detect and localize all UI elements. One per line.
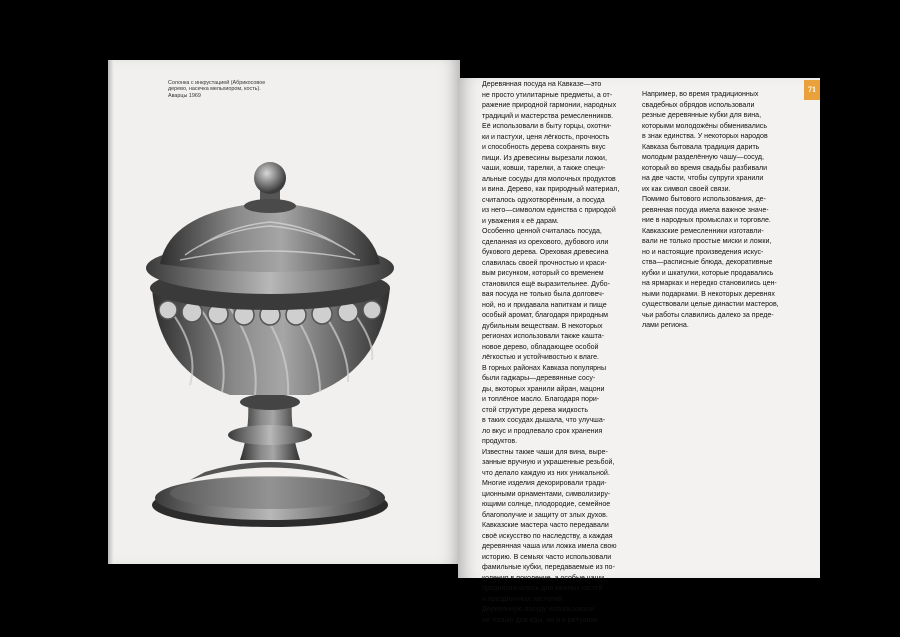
text-line: и топлёное масло. Благодаря пори-: [482, 396, 600, 403]
text-line: свадебных обрядов использовали: [642, 101, 755, 109]
text-line: на ярмарках и нередко становились цен-: [642, 280, 777, 287]
text-line: и способность дерева сохранять вкус: [482, 144, 606, 151]
text-line: благополучие и защиту от злых духов.: [482, 511, 608, 519]
text-line: ки и пастухи, ценя лёгкость, прочность: [482, 133, 610, 141]
text-line: и праздничных застолий.: [482, 595, 565, 603]
text-line: вая посуда не только была долговеч-: [482, 291, 605, 298]
text-line: историю. В семьях часто использовали: [482, 553, 612, 561]
text-line: особый аромат, благодаря природным: [482, 312, 609, 319]
text-line: стой структуре дерева жидкость: [482, 406, 588, 414]
text-line: ной, но и придавала напиткам и пище: [482, 301, 607, 309]
text-line: вым рисунком, который со временем: [482, 270, 604, 277]
text-line: предназначались для важных гостей: [482, 585, 603, 592]
carved-lidded-goblet-photo-icon: [130, 160, 430, 535]
text-line: ства—расписные блюда, декоративные: [642, 259, 773, 266]
text-line: Деревянную посуду использовали: [482, 606, 595, 613]
text-line: кубки и шкатулки, которые продавались: [642, 269, 774, 277]
text-line: Деревянная посуда на Кавказе—это: [482, 81, 602, 88]
text-column-2: [642, 90, 779, 332]
text-line: своё искусство по наследству, а каждая: [482, 532, 613, 540]
text-line: и вина. Дерево, как природный материал,: [482, 186, 620, 193]
text-line: ревянная посуда имела важное значе-: [642, 206, 769, 214]
caption-line: Солонка с инкрустацией (Абрикосовое: [168, 80, 266, 86]
caption-line: дерево, насечка мельхиором, кость).: [168, 86, 261, 93]
text-line: Многие изделия декорировали тради-: [482, 480, 607, 487]
text-line: Кавказа бытовала традиция дарить: [642, 143, 760, 151]
text-line: и уважения к её дарам.: [482, 217, 559, 225]
text-line: молодым разделённую чашу—сосуд,: [642, 154, 764, 161]
text-line: что делало каждую из них уникальной.: [482, 469, 610, 477]
text-line: резные деревянные кубки для вина,: [642, 112, 762, 119]
text-line: славилась своей прочностью и краси-: [482, 259, 607, 267]
text-line: не просто утилитарные предметы, а от-: [482, 91, 613, 99]
text-line: Её использовали в быту горцы, охотни-: [482, 123, 612, 130]
text-line: коления в поколение, а особые чаши: [482, 574, 605, 582]
text-line: существовали целые династии мастеров,: [642, 301, 779, 308]
text-line: продуктов.: [482, 438, 518, 445]
text-line: Особенно ценной считалась посуда,: [482, 228, 602, 235]
text-line: в таких сосудах дышала, что улучша-: [482, 417, 606, 424]
text-line: на две части, чтобы супруги хранили: [642, 175, 764, 182]
text-line: альные сосуды для молочных продуктов: [482, 175, 616, 183]
text-line: которыми молодожёны обменивались: [642, 122, 767, 130]
text-line: вали не только простые миски и ложки,: [642, 238, 772, 245]
text-line: В горных районах Кавказа популярны: [482, 364, 607, 372]
text-line: занные вручную и украшенные резьбой,: [482, 459, 615, 466]
text-line: ющими солнце, плодородие, семейное: [482, 501, 611, 508]
text-line: Кавказские ремесленники изготавли-: [642, 227, 764, 235]
text-line: Помимо бытового использования, де-: [642, 196, 766, 203]
text-line: ражение природной гармонии, народных: [482, 102, 617, 109]
text-line: который во время свадьбы разбивали: [642, 164, 768, 172]
text-line: из него—символом единства с природой: [482, 207, 616, 214]
text-line: дубильным веществам. В некоторых: [482, 322, 603, 330]
text-line: становился ещё выразительнее. Дубо-: [482, 280, 610, 288]
text-line: ды, вкоторых хранили айран, мацони: [482, 385, 605, 393]
text-line: деревянная чаша или ложка имела свою: [482, 543, 617, 550]
text-line: лёгкостью и устойчивостью к влаге.: [482, 354, 600, 361]
caption-line: Аварцы 1969: [168, 92, 201, 99]
page-edge: [108, 60, 114, 564]
text-line: фамильные кубки, передаваемые из по-: [482, 564, 615, 571]
photo-caption: [168, 80, 288, 99]
text-line: традиций и мастерства ремесленников.: [482, 112, 614, 120]
text-line: лами региона.: [642, 322, 689, 329]
page-number: 71: [804, 80, 820, 100]
text-line: сделанная из орехового, дубового или: [482, 238, 609, 246]
text-line: чьи работы славились далеко за преде-: [642, 311, 774, 319]
text-line: букового дерева. Ореховая древесина: [482, 249, 609, 256]
text-line: Например, во время традиционных: [642, 91, 759, 98]
text-line: не только для еды, но и в ритуалах.: [482, 616, 600, 624]
text-column-1: [482, 80, 619, 626]
text-line: Кавказские мастера часто передавали: [482, 522, 609, 529]
text-line: ние в народных промыслах и торговле.: [642, 217, 771, 224]
text-line: чаши, ковши, тарелки, а также специ-: [482, 165, 606, 172]
text-line: были гаджары—деревянные сосу-: [482, 375, 596, 382]
text-line: их как символ своей связи.: [642, 185, 731, 193]
text-line: ционными орнаментами, символизиру-: [482, 490, 611, 498]
text-line: новое дерево, обладающее особой: [482, 343, 599, 351]
text-line: регионах использовали также кашта-: [482, 333, 605, 340]
text-line: считалось одухотворённым, а посуда: [482, 196, 605, 204]
text-line: но и настоящие произведения искус-: [642, 248, 764, 256]
text-line: ными подарками. В некоторых деревнях: [642, 290, 775, 298]
text-line: Известны также чаши для вина, выре-: [482, 448, 608, 456]
text-line: пищи. Из древесины вырезали ложки,: [482, 154, 607, 162]
text-line: в знак единства. У некоторых народов: [642, 133, 768, 140]
text-line: ло вкус и продлевало срок хранения: [482, 427, 603, 435]
